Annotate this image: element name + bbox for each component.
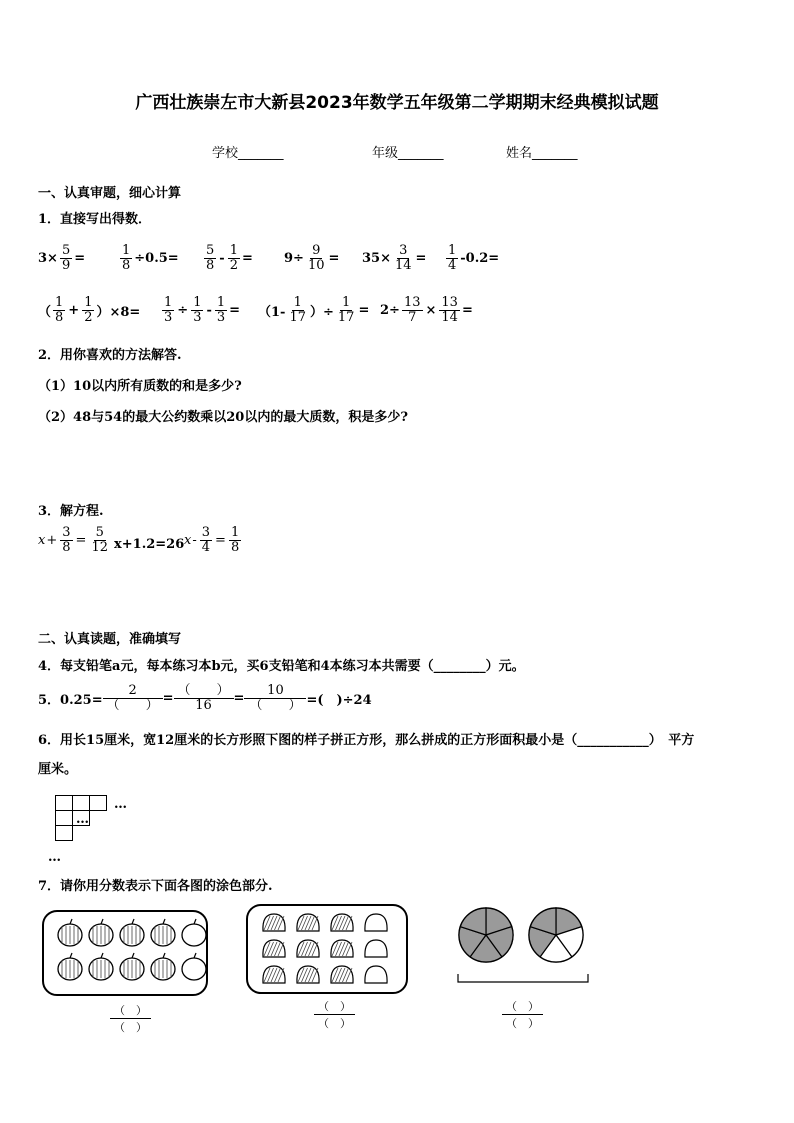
peach-icon xyxy=(297,914,319,931)
q2-label: 2．用你喜欢的方法解答. xyxy=(38,348,182,363)
expr-text: = xyxy=(241,250,253,266)
school-label: 学校 xyxy=(212,146,239,161)
numerator: 1 xyxy=(122,243,131,258)
name-field xyxy=(506,142,578,161)
fraction xyxy=(82,296,94,324)
peach-figure xyxy=(244,902,410,996)
grade-label: 年级 xyxy=(372,146,399,161)
apple-icon xyxy=(182,919,206,946)
fraction xyxy=(53,296,65,324)
denominator: 8 xyxy=(62,539,71,555)
operator: = xyxy=(215,532,226,548)
fraction xyxy=(439,296,460,324)
peach-icon xyxy=(365,914,387,931)
q6-text-end: ） 平方 xyxy=(648,733,695,748)
denominator: 4 xyxy=(201,539,211,555)
fraction xyxy=(215,296,227,324)
peach-icon xyxy=(263,966,285,983)
denominator: 3 xyxy=(164,309,173,325)
school-blank: _______ xyxy=(238,146,284,161)
fraction xyxy=(446,244,458,272)
numerator: 1 xyxy=(448,243,457,258)
numerator: 1 xyxy=(293,295,302,310)
numerator: 1 xyxy=(55,295,64,310)
empty-cell xyxy=(73,826,90,841)
apple-icon xyxy=(120,953,144,980)
circle-figure xyxy=(452,902,592,992)
peach-icon xyxy=(297,966,319,983)
grade-field xyxy=(372,142,444,161)
expr-text: ）÷ xyxy=(310,304,334,320)
q1-expr-9 xyxy=(258,296,369,324)
numerator: 5 xyxy=(95,525,104,540)
q1-expr-3 xyxy=(202,244,253,272)
apple-icon xyxy=(151,919,175,946)
numerator: 9 xyxy=(312,243,321,258)
expr-text: （1- xyxy=(258,304,286,320)
fraction xyxy=(191,296,203,324)
expr-text: 2÷ xyxy=(380,302,400,318)
brace xyxy=(458,974,588,982)
peach-icon xyxy=(365,966,387,983)
apple-icon xyxy=(120,919,144,946)
expr-text: 3× xyxy=(38,250,58,266)
denominator: 7 xyxy=(408,309,417,325)
denominator: 3 xyxy=(193,309,202,325)
denominator: 2 xyxy=(84,309,93,325)
name-blank: _______ xyxy=(532,146,578,161)
answer-denominator: （ ） xyxy=(318,1017,351,1030)
apple-icon xyxy=(58,919,82,946)
numerator: （ ） xyxy=(174,684,234,699)
q6-line-2: 厘米。 xyxy=(38,762,78,777)
peach-icon xyxy=(365,940,387,957)
peach-icon xyxy=(263,914,285,931)
q6-blank: ___________ xyxy=(577,733,649,748)
expr-text: ）×8= xyxy=(96,304,141,320)
page-title: 广西壮族崇左市大新县2023年数学五年级第二学期期末经典模拟试题 xyxy=(135,93,659,113)
q6-line-1 xyxy=(38,729,694,748)
expr-text: = xyxy=(415,250,427,266)
denominator: 10 xyxy=(307,257,325,273)
numerator: 3 xyxy=(399,243,408,258)
numerator: 13 xyxy=(441,295,458,310)
fraction xyxy=(336,296,357,324)
fraction xyxy=(306,244,327,272)
fraction xyxy=(60,526,72,554)
fraction xyxy=(105,684,161,712)
section2-heading: 二、认真读题，准确填写 xyxy=(38,632,182,647)
apple-icon xyxy=(58,953,82,980)
fraction xyxy=(246,684,304,712)
apple-figure xyxy=(40,908,210,998)
apple-icon xyxy=(89,919,113,946)
q7-label: 7．请你用分数表示下面各图的涂色部分. xyxy=(38,879,273,894)
expr-text: 5．0.25= xyxy=(38,692,103,708)
operator: + xyxy=(68,302,80,318)
expr-text: = xyxy=(358,302,370,318)
tile xyxy=(90,796,107,811)
q4-text-a: 4．每支铅笔a元，每本练习本b元，买6支铅笔和4本练习本共需要（ xyxy=(38,659,434,674)
peach-icon xyxy=(331,914,353,931)
q1-expr-7 xyxy=(38,296,140,324)
denominator: 16 xyxy=(195,697,212,713)
tile xyxy=(56,796,73,811)
ellipsis: … xyxy=(48,850,61,865)
operator: = xyxy=(162,690,174,706)
empty-cell xyxy=(90,811,107,826)
numerator: 1 xyxy=(342,295,351,310)
q4-text-b: ）元。 xyxy=(485,659,525,674)
tile xyxy=(56,826,73,841)
answer-denominator: （ ） xyxy=(506,1017,539,1030)
apple-icon xyxy=(151,953,175,980)
name-label: 姓名 xyxy=(506,146,533,161)
fraction xyxy=(200,526,212,554)
answer-fraction-3 xyxy=(502,998,543,1031)
numerator: 2 xyxy=(103,684,163,699)
q2-part2: （2）48与54的最大公约数乘以20以内的最大质数，积是多少? xyxy=(38,410,408,425)
answer-numerator: （ ） xyxy=(314,998,355,1015)
numerator: 1 xyxy=(84,295,93,310)
q1-expr-8 xyxy=(160,296,240,324)
numerator: 1 xyxy=(193,295,202,310)
fraction xyxy=(162,296,174,324)
denominator: 12 xyxy=(91,539,108,555)
expr-text: = xyxy=(229,302,241,318)
fraction xyxy=(120,244,132,272)
operator: = xyxy=(233,690,245,706)
expr-text: =( )÷24 xyxy=(306,692,372,708)
operator: ÷ xyxy=(177,302,189,318)
numerator: 10 xyxy=(244,684,306,699)
fraction xyxy=(229,526,241,554)
q1-expr-4 xyxy=(284,244,339,272)
q5-expr xyxy=(38,684,372,712)
variable: x xyxy=(184,532,192,548)
expr-text: = xyxy=(74,250,86,266)
numerator: 3 xyxy=(62,525,71,540)
expr-text: （ xyxy=(38,304,52,320)
operator: × xyxy=(425,302,437,318)
numerator: 1 xyxy=(229,243,238,258)
ellipsis: … xyxy=(114,797,127,812)
q1-expr-2 xyxy=(118,244,179,272)
numerator: 3 xyxy=(201,525,211,540)
answer-fraction-1 xyxy=(110,1002,151,1035)
q4-blank: ________ xyxy=(433,659,486,674)
ellipsis: … xyxy=(76,812,89,827)
peach-icon xyxy=(297,940,319,957)
peach-icon xyxy=(331,940,353,957)
numerator: 5 xyxy=(206,243,215,258)
numerator: 1 xyxy=(230,525,240,540)
denominator: 8 xyxy=(55,309,64,325)
q4-text xyxy=(38,655,525,674)
apple-icon xyxy=(89,953,113,980)
fraction xyxy=(228,244,240,272)
expr-text: 35× xyxy=(362,250,391,266)
expr-text: 9÷ xyxy=(284,250,304,266)
tile xyxy=(73,796,90,811)
denominator: 2 xyxy=(229,257,238,273)
fraction xyxy=(89,526,110,554)
denominator: 8 xyxy=(122,257,131,273)
q2-part1: （1）10以内所有质数的和是多少? xyxy=(38,379,242,394)
numerator: 1 xyxy=(216,295,226,310)
numerator: 5 xyxy=(61,243,71,258)
fraction xyxy=(402,296,423,324)
peach-icon xyxy=(263,940,285,957)
denominator: 17 xyxy=(289,309,306,325)
denominator: 17 xyxy=(337,309,355,325)
expr-text: = xyxy=(328,250,340,266)
denominator: 14 xyxy=(441,309,458,325)
variable: x xyxy=(38,532,46,548)
operator: + xyxy=(46,532,58,548)
fraction xyxy=(176,684,232,712)
expr-text: -0.2= xyxy=(460,250,500,266)
fraction xyxy=(204,244,216,272)
answer-denominator: （ ） xyxy=(114,1021,147,1034)
empty-cell xyxy=(90,826,107,841)
answer-numerator: （ ） xyxy=(502,998,543,1015)
q1-expr-5 xyxy=(362,244,426,272)
q3-label: 3．解方程. xyxy=(38,504,104,519)
expr-text: ÷0.5= xyxy=(134,250,179,266)
q6-text: 6．用长15厘米，宽12厘米的长方形照下图的样子拼正方形，那么拼成的正方形面积最小是（ xyxy=(38,733,578,748)
q1-expr-6 xyxy=(444,244,499,272)
answer-fraction-2 xyxy=(314,998,355,1031)
section1-heading: 一、认真审题，细心计算 xyxy=(38,186,182,201)
fraction xyxy=(393,244,414,272)
denominator: 4 xyxy=(448,257,457,273)
q1-expr-10 xyxy=(380,296,473,324)
denominator: （ ） xyxy=(249,697,302,713)
denominator: 9 xyxy=(61,257,71,273)
apple-icon xyxy=(182,953,206,980)
grade-blank: _______ xyxy=(398,146,444,161)
q1-label: 1．直接写出得数． xyxy=(38,212,152,227)
denominator: 14 xyxy=(394,257,412,273)
denominator: 8 xyxy=(206,257,215,273)
fraction xyxy=(60,244,72,272)
q3-eq-3 xyxy=(184,526,243,554)
q1-expr-1 xyxy=(38,244,85,272)
operator: - xyxy=(206,302,212,318)
denominator: （ ） xyxy=(106,697,159,713)
numerator: 1 xyxy=(164,295,173,310)
operator: - xyxy=(219,250,225,266)
q3-eq-2: x+1.2=26 xyxy=(114,537,185,552)
expr-text: = xyxy=(461,302,473,318)
operator: - xyxy=(192,532,197,548)
school-field xyxy=(212,142,284,161)
operator: = xyxy=(75,532,87,548)
peach-icon xyxy=(331,966,353,983)
answer-numerator: （ ） xyxy=(110,1002,151,1019)
fraction xyxy=(287,296,308,324)
denominator: 3 xyxy=(216,309,226,325)
q3-eq-1 xyxy=(38,526,112,554)
denominator: 8 xyxy=(230,539,240,555)
numerator: 13 xyxy=(403,295,421,310)
tile xyxy=(56,811,73,826)
